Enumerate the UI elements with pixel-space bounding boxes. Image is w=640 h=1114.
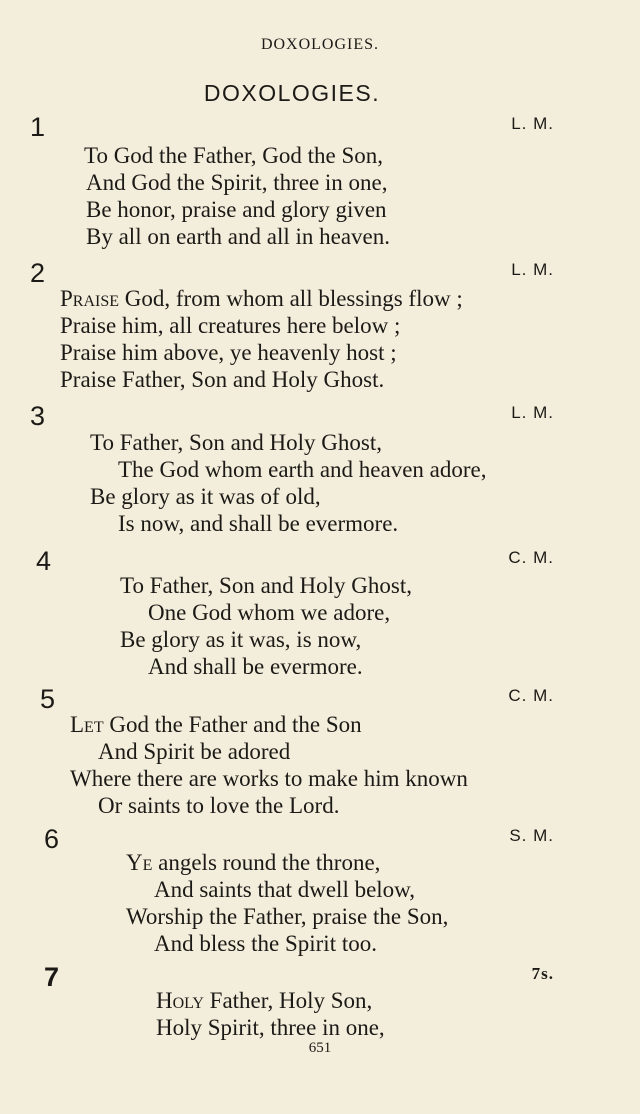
verse-line: Or saints to love the Lord. (98, 793, 340, 818)
verse-line: Is now, and shall be evermore. (118, 511, 399, 536)
section-title: DOXOLOGIES. (203, 80, 381, 106)
verse-line: Be glory as it was of old, (90, 484, 321, 509)
verse-line (70, 711, 362, 738)
verse-line: Worship the Father, praise the Son, (126, 904, 449, 929)
doxology-number: 6 (44, 824, 60, 854)
initial-word: Ye (126, 850, 153, 875)
verse-line: Praise him, all creatures here below ; (60, 313, 401, 338)
meter-label: C. M. (508, 548, 554, 567)
verse-line: The God whom earth and heaven adore, (118, 457, 487, 482)
verse-line: Where there are works to make him known (70, 766, 468, 791)
meter-label: L. M. (511, 403, 554, 422)
verse-line: And Spirit be adored (98, 739, 291, 764)
verse-line: To God the Father, God the Son, (84, 143, 383, 168)
verse-line: And shall be evermore. (148, 654, 363, 679)
verse-line: By all on earth and all in heaven. (86, 224, 391, 249)
verse-line: Praise Father, Son and Holy Ghost. (60, 367, 385, 392)
doxology-number: 3 (30, 401, 46, 431)
verse-line: Praise him above, ye heavenly host ; (60, 340, 397, 365)
doxology-number: 4 (36, 546, 52, 576)
verse-line: And bless the Spirit too. (154, 931, 377, 956)
initial-word: Holy (156, 988, 204, 1013)
verse-line (156, 987, 372, 1014)
doxology-number: 2 (30, 258, 46, 288)
verse-line: Be honor, praise and glory given (86, 197, 387, 222)
verse-line: Be glory as it was, is now, (120, 627, 362, 652)
doxology-number: 7 (44, 962, 60, 992)
verse-line-rest: God the Father and the Son (103, 712, 362, 737)
verse-line-rest: Father, Holy Son, (203, 988, 373, 1013)
verse-line: And saints that dwell below, (154, 877, 416, 902)
doxology-number: 1 (30, 112, 46, 142)
verse-line: And God the Spirit, three in one, (86, 170, 388, 195)
doxology-number: 5 (40, 684, 56, 714)
meter-label: L. M. (511, 260, 554, 279)
verse-line (126, 849, 380, 876)
page-number: 651 (308, 1040, 332, 1056)
verse-line: To Father, Son and Holy Ghost, (120, 573, 412, 598)
verse-line-rest: angels round the throne, (152, 850, 381, 875)
meter-label: S. M. (509, 826, 554, 845)
verse-line (60, 285, 463, 312)
meter-label: L. M. (511, 114, 554, 133)
verse-line: One God whom we adore, (148, 600, 391, 625)
meter-label: 7s. (531, 964, 554, 983)
verse-line-rest: God, from whom all blessings flow ; (119, 286, 463, 311)
verse-line: Holy Spirit, three in one, (156, 1015, 385, 1040)
meter-label: C. M. (508, 686, 554, 705)
verse-line: To Father, Son and Holy Ghost, (90, 430, 382, 455)
initial-word: Praise (60, 286, 120, 311)
initial-word: Let (70, 712, 104, 737)
running-head: DOXOLOGIES. (260, 36, 380, 53)
